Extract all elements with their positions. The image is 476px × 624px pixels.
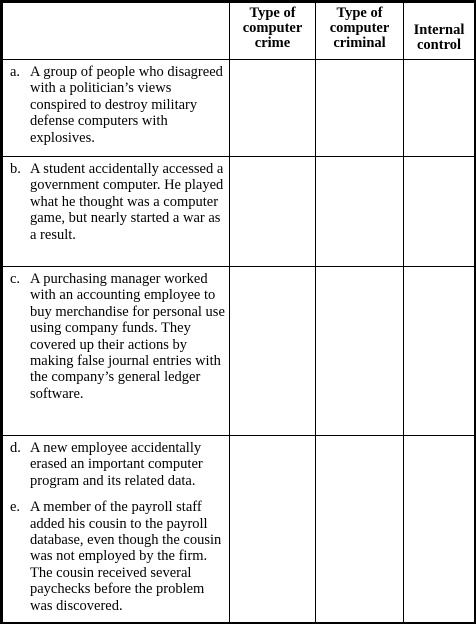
internal-control-answer-cell[interactable] [404,157,475,267]
internal-control-answer-cell[interactable] [404,436,475,624]
table-row [3,267,475,436]
item-letter: a. [10,64,21,80]
header-internal-control: Internal control [404,3,475,60]
scenario-cell [3,267,230,436]
table-row [3,157,475,267]
scenario-cell [3,157,230,267]
item-letter: d. [10,440,21,456]
criminal-type-answer-cell[interactable] [316,436,404,624]
item-letter: b. [10,161,21,177]
table-row [3,60,475,157]
scenario-cell [3,436,230,624]
criminal-type-answer-cell[interactable] [316,60,404,157]
crime-type-answer-cell[interactable] [230,436,316,624]
header-type-of-criminal: Type of computer criminal [316,3,404,60]
internal-control-answer-cell[interactable] [404,267,475,436]
table-row [3,436,475,624]
scenario-text: A group of people who disagreed with a politician’s views conspired to destroy military defense computers with explosives. [30,64,223,146]
scenario-cell [3,60,230,157]
crime-type-answer-cell[interactable] [230,60,316,157]
criminal-type-answer-cell[interactable] [316,157,404,267]
crime-type-answer-cell[interactable] [230,157,316,267]
header-row [3,3,475,60]
scenario-text: A purchasing manager worked with an accounting employee to buy merchandise for personal use using company funds. They covered up their actions by making false journal entries with the company’s general ledger software. [30,271,225,402]
computer-crime-table [2,2,475,624]
scenario-text: A student accidentally accessed a government computer. He played what he thought was a computer game, but nearly started a war as a result. [30,161,224,243]
scenario-text: A new employee accidentally erased an important computer program and its related data. [30,440,203,489]
internal-control-answer-cell[interactable] [404,60,475,157]
header-empty-cell [3,3,230,60]
item-letter: e. [10,499,21,516]
criminal-type-answer-cell[interactable] [316,267,404,436]
crime-type-answer-cell[interactable] [230,267,316,436]
header-type-of-crime: Type of computer crime [230,3,316,60]
item-letter: c. [10,271,21,287]
scenario-text: A member of the payroll staff added his cousin to the payroll database, even though the cousin was not employed by the firm. The cousin received several paychecks before the problem was discovered. [30,499,222,614]
